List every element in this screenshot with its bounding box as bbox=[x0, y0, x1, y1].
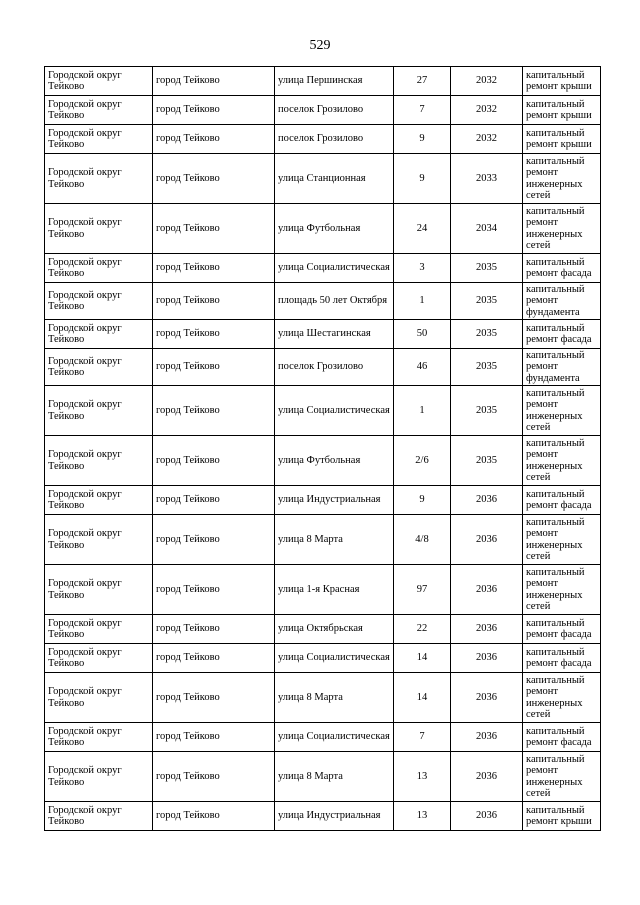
work-cell: капитальный ремонт фасада bbox=[523, 723, 601, 752]
street-cell: улица Социалистическая bbox=[275, 386, 394, 436]
district-cell: Городской округ Тейково bbox=[45, 486, 153, 515]
district-cell: Городской округ Тейково bbox=[45, 515, 153, 565]
district-cell: Городской округ Тейково bbox=[45, 436, 153, 486]
work-cell: капитальный ремонт крыши bbox=[523, 802, 601, 831]
town-cell: город Тейково bbox=[153, 644, 275, 673]
work-cell: капитальный ремонт инженерных сетей bbox=[523, 436, 601, 486]
table-row bbox=[45, 204, 601, 254]
year-cell: 2035 bbox=[451, 436, 523, 486]
house-cell: 13 bbox=[394, 802, 451, 831]
street-cell: улица Индустриальная bbox=[275, 802, 394, 831]
year-cell: 2035 bbox=[451, 386, 523, 436]
work-cell: капитальный ремонт инженерных сетей bbox=[523, 565, 601, 615]
year-cell: 2036 bbox=[451, 515, 523, 565]
district-cell: Городской округ Тейково bbox=[45, 154, 153, 204]
district-cell: Городской округ Тейково bbox=[45, 67, 153, 96]
house-cell: 1 bbox=[394, 283, 451, 320]
year-cell: 2036 bbox=[451, 486, 523, 515]
table-row bbox=[45, 125, 601, 154]
year-cell: 2036 bbox=[451, 752, 523, 802]
work-cell: капитальный ремонт фасада bbox=[523, 615, 601, 644]
town-cell: город Тейково bbox=[153, 752, 275, 802]
street-cell: улица Индустриальная bbox=[275, 486, 394, 515]
house-cell: 7 bbox=[394, 96, 451, 125]
work-cell: капитальный ремонт крыши bbox=[523, 125, 601, 154]
house-cell: 14 bbox=[394, 673, 451, 723]
district-cell: Городской округ Тейково bbox=[45, 283, 153, 320]
town-cell: город Тейково bbox=[153, 154, 275, 204]
year-cell: 2033 bbox=[451, 154, 523, 204]
street-cell: поселок Грозилово bbox=[275, 125, 394, 154]
year-cell: 2034 bbox=[451, 204, 523, 254]
district-cell: Городской округ Тейково bbox=[45, 565, 153, 615]
street-cell: улица 8 Марта bbox=[275, 752, 394, 802]
table-row bbox=[45, 436, 601, 486]
street-cell: улица 8 Марта bbox=[275, 673, 394, 723]
district-cell: Городской округ Тейково bbox=[45, 96, 153, 125]
town-cell: город Тейково bbox=[153, 565, 275, 615]
town-cell: город Тейково bbox=[153, 615, 275, 644]
table-row bbox=[45, 752, 601, 802]
work-cell: капитальный ремонт фундамента bbox=[523, 349, 601, 386]
table-row bbox=[45, 515, 601, 565]
year-cell: 2032 bbox=[451, 125, 523, 154]
house-cell: 2/6 bbox=[394, 436, 451, 486]
town-cell: город Тейково bbox=[153, 436, 275, 486]
street-cell: улица Першинская bbox=[275, 67, 394, 96]
year-cell: 2032 bbox=[451, 67, 523, 96]
year-cell: 2036 bbox=[451, 615, 523, 644]
year-cell: 2036 bbox=[451, 723, 523, 752]
district-cell: Городской округ Тейково bbox=[45, 802, 153, 831]
district-cell: Городской округ Тейково bbox=[45, 644, 153, 673]
year-cell: 2036 bbox=[451, 644, 523, 673]
house-cell: 4/8 bbox=[394, 515, 451, 565]
town-cell: город Тейково bbox=[153, 673, 275, 723]
town-cell: город Тейково bbox=[153, 486, 275, 515]
year-cell: 2035 bbox=[451, 254, 523, 283]
table-row bbox=[45, 723, 601, 752]
district-cell: Городской округ Тейково bbox=[45, 125, 153, 154]
town-cell: город Тейково bbox=[153, 283, 275, 320]
street-cell: улица Футбольная bbox=[275, 436, 394, 486]
house-cell: 27 bbox=[394, 67, 451, 96]
work-cell: капитальный ремонт фасада bbox=[523, 320, 601, 349]
table-row bbox=[45, 154, 601, 204]
town-cell: город Тейково bbox=[153, 67, 275, 96]
house-cell: 50 bbox=[394, 320, 451, 349]
street-cell: поселок Грозилово bbox=[275, 349, 394, 386]
year-cell: 2035 bbox=[451, 320, 523, 349]
table-row bbox=[45, 565, 601, 615]
work-cell: капитальный ремонт инженерных сетей bbox=[523, 204, 601, 254]
table-row bbox=[45, 283, 601, 320]
table-row bbox=[45, 349, 601, 386]
year-cell: 2036 bbox=[451, 673, 523, 723]
district-cell: Городской округ Тейково bbox=[45, 320, 153, 349]
district-cell: Городской округ Тейково bbox=[45, 615, 153, 644]
year-cell: 2036 bbox=[451, 802, 523, 831]
street-cell: улица Станционная bbox=[275, 154, 394, 204]
district-cell: Городской округ Тейково bbox=[45, 673, 153, 723]
town-cell: город Тейково bbox=[153, 320, 275, 349]
house-cell: 14 bbox=[394, 644, 451, 673]
house-cell: 7 bbox=[394, 723, 451, 752]
house-cell: 9 bbox=[394, 125, 451, 154]
table-row bbox=[45, 254, 601, 283]
street-cell: площадь 50 лет Октября bbox=[275, 283, 394, 320]
district-cell: Городской округ Тейково bbox=[45, 254, 153, 283]
district-cell: Городской округ Тейково bbox=[45, 752, 153, 802]
page-number: 529 bbox=[309, 38, 331, 53]
street-cell: улица Октябрьская bbox=[275, 615, 394, 644]
table-row bbox=[45, 67, 601, 96]
house-cell: 1 bbox=[394, 386, 451, 436]
work-cell: капитальный ремонт крыши bbox=[523, 67, 601, 96]
town-cell: город Тейково bbox=[153, 204, 275, 254]
work-cell: капитальный ремонт фасада bbox=[523, 254, 601, 283]
work-cell: капитальный ремонт инженерных сетей bbox=[523, 752, 601, 802]
house-cell: 13 bbox=[394, 752, 451, 802]
house-cell: 24 bbox=[394, 204, 451, 254]
table-row bbox=[45, 96, 601, 125]
town-cell: город Тейково bbox=[153, 386, 275, 436]
table-row bbox=[45, 673, 601, 723]
town-cell: город Тейково bbox=[153, 802, 275, 831]
house-cell: 46 bbox=[394, 349, 451, 386]
street-cell: улица 8 Марта bbox=[275, 515, 394, 565]
table-row bbox=[45, 644, 601, 673]
year-cell: 2035 bbox=[451, 283, 523, 320]
house-cell: 97 bbox=[394, 565, 451, 615]
year-cell: 2035 bbox=[451, 349, 523, 386]
table-row bbox=[45, 486, 601, 515]
district-cell: Городской округ Тейково bbox=[45, 204, 153, 254]
district-cell: Городской округ Тейково bbox=[45, 723, 153, 752]
town-cell: город Тейково bbox=[153, 515, 275, 565]
house-cell: 9 bbox=[394, 486, 451, 515]
street-cell: улица Футбольная bbox=[275, 204, 394, 254]
table-row bbox=[45, 615, 601, 644]
street-cell: улица Социалистическая bbox=[275, 723, 394, 752]
work-cell: капитальный ремонт фасада bbox=[523, 486, 601, 515]
work-cell: капитальный ремонт инженерных сетей bbox=[523, 515, 601, 565]
town-cell: город Тейково bbox=[153, 125, 275, 154]
work-cell: капитальный ремонт крыши bbox=[523, 96, 601, 125]
district-cell: Городской округ Тейково bbox=[45, 349, 153, 386]
work-cell: капитальный ремонт инженерных сетей bbox=[523, 386, 601, 436]
house-cell: 3 bbox=[394, 254, 451, 283]
street-cell: улица Социалистическая bbox=[275, 644, 394, 673]
work-cell: капитальный ремонт фундамента bbox=[523, 283, 601, 320]
repair-schedule-table bbox=[44, 66, 601, 831]
work-cell: капитальный ремонт инженерных сетей bbox=[523, 154, 601, 204]
town-cell: город Тейково bbox=[153, 96, 275, 125]
work-cell: капитальный ремонт фасада bbox=[523, 644, 601, 673]
house-cell: 22 bbox=[394, 615, 451, 644]
table-row bbox=[45, 802, 601, 831]
house-cell: 9 bbox=[394, 154, 451, 204]
district-cell: Городской округ Тейково bbox=[45, 386, 153, 436]
table-row bbox=[45, 320, 601, 349]
work-cell: капитальный ремонт инженерных сетей bbox=[523, 673, 601, 723]
street-cell: улица Шестагинская bbox=[275, 320, 394, 349]
table-row bbox=[45, 386, 601, 436]
street-cell: улица 1-я Красная bbox=[275, 565, 394, 615]
year-cell: 2036 bbox=[451, 565, 523, 615]
town-cell: город Тейково bbox=[153, 723, 275, 752]
street-cell: улица Социалистическая bbox=[275, 254, 394, 283]
table-body bbox=[45, 67, 601, 831]
town-cell: город Тейково bbox=[153, 254, 275, 283]
town-cell: город Тейково bbox=[153, 349, 275, 386]
street-cell: поселок Грозилово bbox=[275, 96, 394, 125]
year-cell: 2032 bbox=[451, 96, 523, 125]
